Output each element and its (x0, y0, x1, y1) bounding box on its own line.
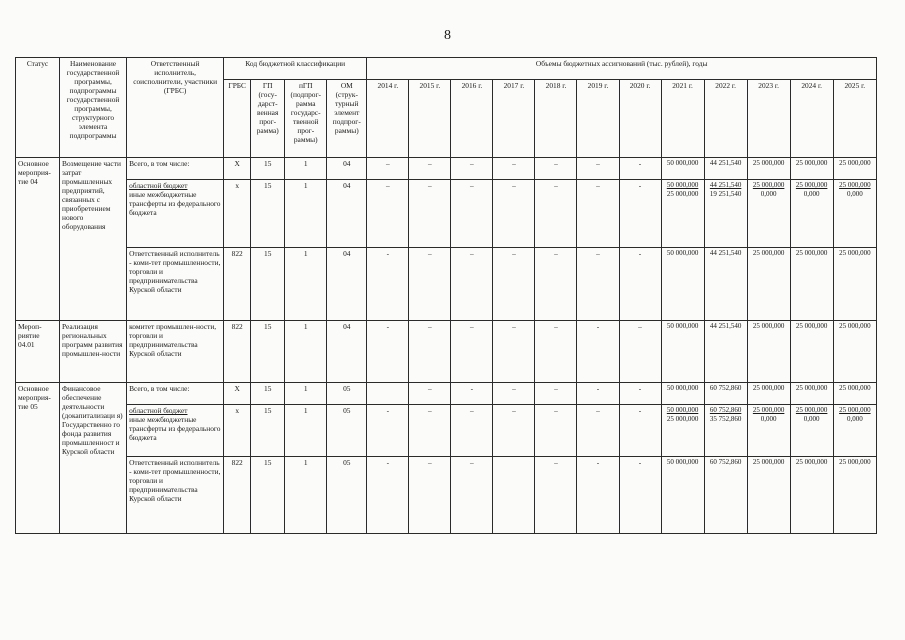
amount: 25 000,000 (795, 181, 828, 189)
amount-federal: 0,000 (803, 414, 820, 423)
year-value (704, 180, 747, 248)
header-gp: ГП (госу-дарст-венная прог-рамма) (251, 80, 285, 158)
code-om: 04 (327, 248, 367, 321)
amount-federal: 0,000 (803, 189, 820, 198)
year-value: – (535, 383, 577, 405)
code-gp: 15 (251, 158, 285, 180)
year-value (747, 158, 790, 180)
header-pgp: пГП (подпрог-рамма государс-твенной прог-раммы) (285, 80, 327, 158)
code-pgp: 1 (285, 405, 327, 457)
row-program-name: Возмещение части затрат промышленных предприятий, связанных с приобретением нового оборудования (60, 158, 127, 321)
header-year: 2019 г. (577, 80, 619, 158)
header-year: 2023 г. (747, 80, 790, 158)
code-pgp: 1 (285, 457, 327, 534)
year-value (833, 180, 876, 248)
executor-label: Ответственный исполнитель - коми-тет промышленности, торговли и предпринимательства Курской области (129, 249, 221, 295)
row-executor (127, 383, 224, 405)
executor-label: Ответственный исполнитель - коми-тет промышленности, торговли и предпринимательства Курской области (129, 458, 221, 504)
year-value (367, 383, 409, 405)
code-gp: 15 (251, 180, 285, 248)
amount: 50 000,000 (666, 322, 699, 330)
amount-federal: 25 000,000 (666, 189, 699, 198)
year-value (833, 321, 876, 383)
year-value (747, 321, 790, 383)
year-value (661, 405, 704, 457)
year-value (661, 383, 704, 405)
code-grbs: 822 (224, 248, 251, 321)
amount: 50 000,000 (666, 159, 699, 167)
header-om: ОМ (струк-турный элемент подпрог-раммы) (327, 80, 367, 158)
code-gp: 15 (251, 248, 285, 321)
amount: 25 000,000 (839, 249, 871, 257)
amount: 25 000,000 (752, 249, 785, 257)
amount: 25 000,000 (795, 458, 828, 466)
code-pgp: 1 (285, 383, 327, 405)
amount: 25 000,000 (752, 458, 785, 466)
year-value: – (451, 158, 493, 180)
row-executor (127, 405, 224, 457)
year-value: – (493, 383, 535, 405)
year-value: - (619, 457, 661, 534)
amount: 25 000,000 (752, 384, 785, 392)
year-value (790, 248, 833, 321)
budget-table (15, 57, 877, 534)
year-value (790, 457, 833, 534)
year-value: – (451, 405, 493, 457)
amount: 25 000,000 (795, 384, 828, 392)
row-executor (127, 248, 224, 321)
header-code-group: Код бюджетной классификации (224, 58, 367, 80)
year-value (833, 248, 876, 321)
year-value: – (493, 405, 535, 457)
table-row (16, 248, 877, 321)
amount: 25 000,000 (839, 406, 871, 414)
amount: 25 000,000 (795, 406, 828, 414)
year-value (704, 383, 747, 405)
amount: 25 000,000 (839, 159, 871, 167)
year-value (661, 180, 704, 248)
amount: 44 251,540 (709, 159, 742, 167)
row-status: Основное мероприя-тие 04 (16, 158, 60, 321)
year-value: – (577, 248, 619, 321)
year-value: – (535, 158, 577, 180)
amount: 50 000,000 (666, 406, 699, 414)
year-value (747, 180, 790, 248)
code-om: 05 (327, 383, 367, 405)
header-year: 2017 г. (493, 80, 535, 158)
year-value (790, 180, 833, 248)
header-status: Статус (16, 58, 60, 158)
year-value (704, 248, 747, 321)
year-value: – (409, 158, 451, 180)
executor-sub-label: иные межбюджетные трансферты из федерального бюджета (129, 190, 221, 218)
year-value: – (451, 321, 493, 383)
year-value: – (451, 248, 493, 321)
executor-label: комитет промышлен-ности, торговли и предпринимательства Курской области (129, 322, 217, 359)
table-row (16, 321, 877, 383)
amount: 25 000,000 (839, 181, 871, 189)
year-value: – (577, 405, 619, 457)
code-grbs: Х (224, 383, 251, 405)
row-executor (127, 158, 224, 180)
amount-federal: 19 251,540 (709, 189, 742, 198)
table-row (16, 383, 877, 405)
row-status: Основное мероприя-тие 05 (16, 383, 60, 534)
year-value (661, 457, 704, 534)
header-year: 2016 г. (451, 80, 493, 158)
amount: 60 752,860 (709, 384, 742, 392)
year-value (704, 457, 747, 534)
table-row (16, 405, 877, 457)
row-program-name: Реализация региональных программ развития промышлен-ности (60, 321, 127, 383)
year-value (833, 405, 876, 457)
code-pgp: 1 (285, 158, 327, 180)
year-value: – (367, 180, 409, 248)
header-year: 2024 г. (790, 80, 833, 158)
header-executor: Ответственный исполнитель, соисполнители, участники (ГРБС) (127, 58, 224, 158)
amount: 25 000,000 (752, 181, 785, 189)
year-value (790, 383, 833, 405)
year-value (747, 248, 790, 321)
table-row (16, 180, 877, 248)
year-value: - (619, 180, 661, 248)
year-value (493, 457, 535, 534)
year-value: - (367, 457, 409, 534)
year-value: – (367, 158, 409, 180)
row-executor (127, 180, 224, 248)
year-value: – (451, 180, 493, 248)
code-pgp: 1 (285, 321, 327, 383)
year-value (833, 457, 876, 534)
year-value (704, 321, 747, 383)
year-value: - (367, 321, 409, 383)
code-gp: 15 (251, 457, 285, 534)
year-value (704, 405, 747, 457)
year-value: - (367, 405, 409, 457)
year-value: – (493, 180, 535, 248)
amount: 25 000,000 (752, 322, 785, 330)
year-value (747, 457, 790, 534)
year-value: - (619, 158, 661, 180)
year-value (661, 158, 704, 180)
header-year: 2018 г. (535, 80, 577, 158)
code-pgp: 1 (285, 248, 327, 321)
year-value: – (409, 321, 451, 383)
year-value: – (409, 383, 451, 405)
amount: 25 000,000 (839, 384, 871, 392)
executor-sub-label: иные межбюджетные трансферты из федерального бюджета (129, 415, 221, 443)
amount: 25 000,000 (839, 322, 871, 330)
year-value: – (535, 248, 577, 321)
header-year: 2022 г. (704, 80, 747, 158)
amount: 44 251,540 (709, 249, 742, 257)
amount: 25 000,000 (795, 322, 828, 330)
year-value: – (493, 248, 535, 321)
year-value: - (619, 248, 661, 321)
table-row (16, 158, 877, 180)
year-value: – (409, 405, 451, 457)
amount-federal: 25 000,000 (666, 414, 699, 423)
year-value (704, 158, 747, 180)
year-value: – (409, 248, 451, 321)
header-year: 2021 г. (661, 80, 704, 158)
amount-federal: 0,000 (760, 189, 777, 198)
year-value: – (577, 158, 619, 180)
year-value: – (535, 180, 577, 248)
year-value (661, 248, 704, 321)
amount: 25 000,000 (752, 159, 785, 167)
code-om: 04 (327, 321, 367, 383)
year-value: – (451, 457, 493, 534)
year-value (661, 321, 704, 383)
header-year: 2025 г. (833, 80, 876, 158)
executor-label: областной бюджет (129, 406, 188, 415)
year-value: – (493, 321, 535, 383)
code-om: 04 (327, 158, 367, 180)
amount: 25 000,000 (752, 406, 785, 414)
code-gp: 15 (251, 405, 285, 457)
amount-federal: 35 752,860 (709, 414, 742, 423)
amount-federal: 0,000 (846, 414, 863, 423)
year-value (747, 405, 790, 457)
year-value (790, 158, 833, 180)
year-value: – (409, 180, 451, 248)
header-year: 2020 г. (619, 80, 661, 158)
code-om: 05 (327, 405, 367, 457)
row-program-name: Финансовое обеспечение деятельности (докапитализаци я) Государственно го фонда развития промышленност и Курской области (60, 383, 127, 534)
header-volumes-group: Объемы бюджетных ассигнований (тыс. рублей), годы (367, 58, 877, 80)
amount: 60 752,860 (709, 458, 742, 466)
year-value: – (409, 457, 451, 534)
code-om: 05 (327, 457, 367, 534)
year-value: – (535, 321, 577, 383)
year-value: - (619, 383, 661, 405)
year-value: – (535, 457, 577, 534)
row-status: Мероп-риятие 04.01 (16, 321, 60, 383)
amount: 25 000,000 (795, 249, 828, 257)
page-number: 8 (444, 28, 451, 43)
header-year: 2014 г. (367, 80, 409, 158)
code-grbs: 822 (224, 457, 251, 534)
amount: 44 251,540 (709, 322, 742, 330)
year-value: – (577, 180, 619, 248)
amount-federal: 0,000 (760, 414, 777, 423)
amount: 50 000,000 (666, 181, 699, 189)
year-value: - (577, 457, 619, 534)
amount: 50 000,000 (666, 249, 699, 257)
executor-label: Всего, в том числе: (129, 159, 190, 168)
code-om: 04 (327, 180, 367, 248)
amount-federal: 0,000 (846, 189, 863, 198)
header-year: 2015 г. (409, 80, 451, 158)
year-value: - (577, 321, 619, 383)
amount: 50 000,000 (666, 458, 699, 466)
code-gp: 15 (251, 321, 285, 383)
year-value: – (493, 158, 535, 180)
year-value (833, 158, 876, 180)
code-gp: 15 (251, 383, 285, 405)
row-executor (127, 457, 224, 534)
header-name: Наименование государственной программы, подпрограммы государственной программы, структурного элемента подпрограммы (60, 58, 127, 158)
amount: 60 752,860 (709, 406, 742, 414)
executor-label: Всего, в том числе: (129, 384, 190, 393)
year-value: - (367, 248, 409, 321)
amount: 25 000,000 (795, 159, 828, 167)
amount: 44 251,540 (709, 181, 742, 189)
year-value (790, 321, 833, 383)
year-value: - (451, 383, 493, 405)
executor-label: областной бюджет (129, 181, 188, 190)
year-value: – (535, 405, 577, 457)
year-value (790, 405, 833, 457)
code-grbs: х (224, 405, 251, 457)
table-row (16, 457, 877, 534)
year-value (747, 383, 790, 405)
row-executor (127, 321, 224, 383)
year-value: – (619, 321, 661, 383)
amount: 50 000,000 (666, 384, 699, 392)
year-value: - (577, 383, 619, 405)
year-value: - (619, 405, 661, 457)
code-pgp: 1 (285, 180, 327, 248)
year-value (833, 383, 876, 405)
code-grbs: 822 (224, 321, 251, 383)
code-grbs: х (224, 180, 251, 248)
amount: 25 000,000 (839, 458, 871, 466)
header-grbs: ГРБС (224, 80, 251, 158)
code-grbs: Х (224, 158, 251, 180)
